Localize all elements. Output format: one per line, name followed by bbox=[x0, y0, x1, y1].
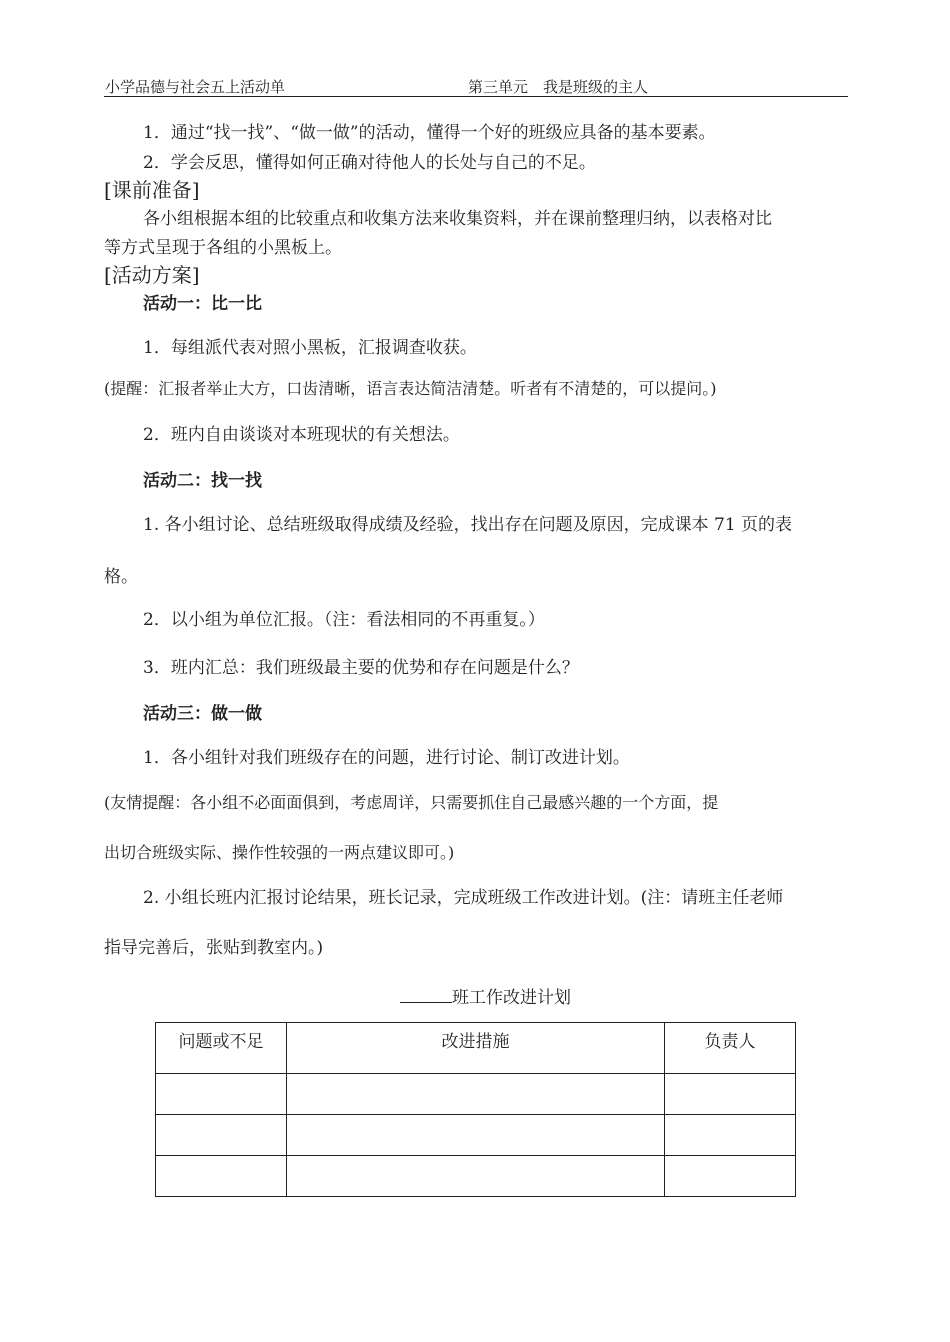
plan-heading: [活动方案] bbox=[104, 263, 200, 287]
goal-1: 1．通过“找一找”、“做一做”的活动，懂得一个好的班级应具备的基本要素。 bbox=[143, 123, 716, 143]
activity2-item1-line1: 1. 各小组讨论、总结班级取得成绩及经验，找出存在问题及原因，完成课本 71 页的表 bbox=[143, 515, 793, 535]
header-unit-title: 第三单元 我是班级的主人 bbox=[468, 78, 649, 96]
activity1-item2: 2．班内自由谈谈对本班现状的有关想法。 bbox=[143, 425, 460, 445]
activity1-item1: 1．每组派代表对照小黑板，汇报调查收获。 bbox=[143, 338, 477, 358]
activity1-note: (提醒：汇报者举止大方，口齿清晰，语言表达简洁清楚。听者有不清楚的，可以提问。) bbox=[104, 379, 717, 398]
header-responsible: 负责人 bbox=[665, 1023, 796, 1074]
table-cell bbox=[287, 1074, 665, 1115]
activity3-note-line2: 出切合班级实际、操作性较强的一两点建议即可。) bbox=[104, 843, 455, 862]
table-caption-text: 班工作改进计划 bbox=[452, 988, 571, 1008]
activity3-item2-line1: 2. 小组长班内汇报讨论结果，班长记录，完成班级工作改进计划。(注：请班主任老师 bbox=[143, 888, 784, 908]
activity1-title: 活动一：比一比 bbox=[143, 294, 262, 314]
activity2-title: 活动二：找一找 bbox=[143, 471, 262, 491]
header-problem: 问题或不足 bbox=[156, 1023, 287, 1074]
table-cell bbox=[665, 1156, 796, 1197]
table-caption bbox=[400, 983, 571, 1008]
header-course-title: 小学品德与社会五上活动单 bbox=[105, 78, 286, 96]
table-cell bbox=[287, 1115, 665, 1156]
table-cell bbox=[665, 1074, 796, 1115]
prep-heading: [课前准备] bbox=[104, 178, 200, 202]
activity2-item1-line2: 格。 bbox=[104, 567, 138, 587]
table-cell bbox=[156, 1115, 287, 1156]
activity2-item3: 3．班内汇总：我们班级最主要的优势和存在问题是什么？ bbox=[143, 658, 579, 678]
table-row bbox=[156, 1115, 796, 1156]
header-measures: 改进措施 bbox=[287, 1023, 665, 1074]
activity2-item2: 2．以小组为单位汇报。（注：看法相同的不再重复。） bbox=[143, 610, 545, 630]
table-cell bbox=[665, 1115, 796, 1156]
activity3-item2-line2: 指导完善后，张贴到教室内。) bbox=[104, 938, 324, 958]
table-row bbox=[156, 1074, 796, 1115]
table-cell bbox=[156, 1074, 287, 1115]
improvement-plan-table bbox=[155, 1022, 796, 1197]
table-header-row bbox=[156, 1023, 796, 1074]
class-name-blank bbox=[400, 987, 452, 1003]
prep-text-line2: 等方式呈现于各组的小黑板上。 bbox=[104, 238, 342, 258]
table-cell bbox=[156, 1156, 287, 1197]
table-row bbox=[156, 1156, 796, 1197]
prep-text-line1: 各小组根据本组的比较重点和收集方法来收集资料，并在课前整理归纳，以表格对比 bbox=[143, 209, 772, 229]
table-cell bbox=[287, 1156, 665, 1197]
activity3-item1: 1．各小组针对我们班级存在的问题，进行讨论、制订改进计划。 bbox=[143, 748, 630, 768]
activity3-title: 活动三：做一做 bbox=[143, 704, 262, 724]
goal-2: 2．学会反思，懂得如何正确对待他人的长处与自己的不足。 bbox=[143, 153, 596, 173]
activity3-note-line1: (友情提醒：各小组不必面面俱到，考虑周详，只需要抓住自己最感兴趣的一个方面，提 bbox=[104, 793, 719, 812]
header-rule bbox=[104, 96, 848, 97]
